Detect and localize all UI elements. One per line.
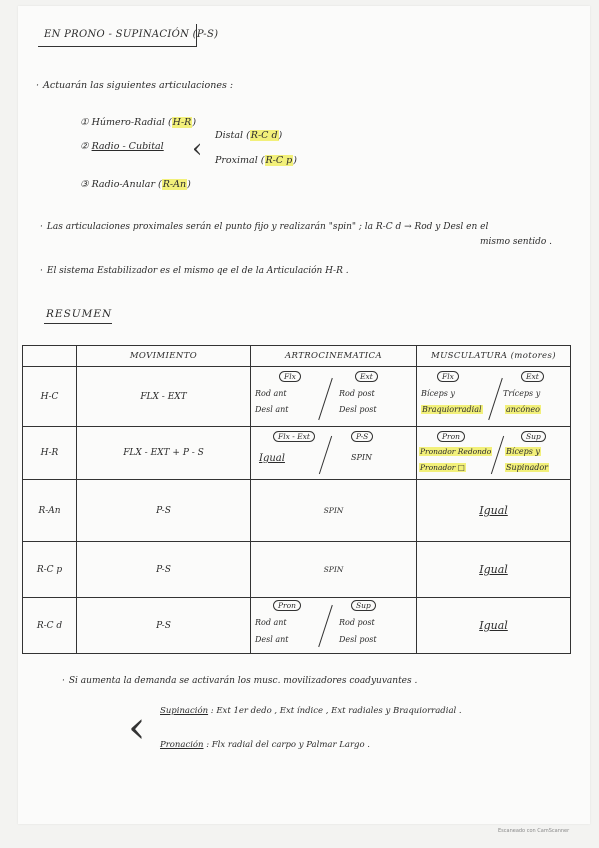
tag-flx: Flx [279,371,301,382]
table-row [23,598,571,654]
demand-note: · Si aumenta la demanda se activarán los musc. movilizadores coadyuvantes . [62,676,417,686]
divider-slash [488,378,503,420]
artro-right-1: Rod post [339,618,375,627]
musc-right-2: Supinador [506,463,548,472]
supinacion-text: : Ext 1er dedo , Ext índice , Ext radiales y Braquiorradial . [210,706,462,716]
joint-item-3: ③ Radio-Anular (R-An) [80,179,191,190]
row-movimiento: FLX - EXT [77,367,251,427]
musc-right-1: Tríceps y [503,389,541,398]
row-label: R-C d [23,598,77,654]
joint-item-1: ① Húmero-Radial (H-R) [80,117,197,128]
note-proximal-spin-cont: mismo sentido . [480,237,552,247]
joint-number: ① [80,117,89,128]
artro-right-2: Desl post [339,635,377,644]
musc-left-2: Pronador □ [420,463,465,472]
row-label: H-C [23,367,77,427]
musc-left-2: Braquiorradial [422,405,482,414]
row-label: R-C p [23,542,77,598]
row-musculatura: Igual [417,542,571,598]
row-artrocinematica: SPIN [251,480,417,542]
table-row [23,480,571,542]
supinacion-line [160,706,462,716]
supinacion-label: Supinación [160,706,209,716]
row-movimiento: P-S [77,480,251,542]
tag-sup: Sup [351,600,376,611]
artro-igual: Igual [259,453,285,464]
divider-slash [318,605,333,647]
row-musculatura [417,367,571,427]
brace-icon: ‹ [192,134,203,164]
row-movimiento: P-S [77,598,251,654]
page-title: EN PRONO - SUPINACIÓN (P-S) [44,29,219,40]
row-musculatura: Igual [417,480,571,542]
tag-p-s: P-S [351,431,373,442]
musc-right-2: ancóneo [506,405,540,414]
radio-cubital-distal: Distal (R-C d) [215,130,283,141]
note-stabilizer: · El sistema Estabilizador es el mismo qe el de la Articulación H-R . [40,266,349,276]
tag-pron: Pron [437,431,465,442]
tag-ext: Ext [355,371,378,382]
joint-number: ③ [80,179,89,190]
divider-slash [318,378,333,420]
joint-abbr: R-An [162,179,187,190]
divider-slash [491,436,504,474]
resumen-heading: RESUMEN [46,308,113,320]
artro-left-2: Desl ant [255,635,289,644]
joint-name: Radio-Anular [91,179,155,190]
pronacion-line [160,740,370,750]
resumen-underline [44,323,112,324]
table-header-movimiento: MOVIMIENTO [77,346,251,367]
joint-name: Radio - Cubital [91,141,164,152]
table-header-row [23,346,571,367]
note-proximal-spin: · Las articulaciones proximales serán el punto fijo y realizarán "spin" ; la R-C d → Rod y Desl en el [40,222,488,232]
table-header-artrocinematica: ARTROCINEMATICA [251,346,417,367]
tag-sup: Sup [521,431,546,442]
joint-item-2 [80,141,164,152]
tag-flx: Flx [437,371,459,382]
divider-slash [319,436,332,474]
row-label: R-An [23,480,77,542]
tag-pron: Pron [273,600,301,611]
summary-table [22,345,571,654]
row-movimiento: FLX - EXT + P - S [77,427,251,480]
musc-left-1: Pronador Redondo [420,447,492,456]
artro-right-1: Rod post [339,389,375,398]
row-musculatura [417,427,571,480]
brace-icon: ‹ [128,702,146,753]
intro-text: · Actuarán las siguientes articulaciones : [36,80,233,91]
artro-left-1: Rod ant [255,389,287,398]
row-label: H-R [23,427,77,480]
row-musculatura: Igual [417,598,571,654]
tag-flx-ext: Flx - Ext [273,431,315,442]
table-row [23,542,571,598]
scanner-watermark: Escaneado con CamScanner [498,828,570,834]
musc-right-1: Bíceps y [506,447,540,456]
row-movimiento: P-S [77,542,251,598]
joint-abbr: H-R [172,117,192,128]
row-artrocinematica [251,598,417,654]
joint-number: ② [80,141,89,152]
radio-cubital-proximal: Proximal (R-C p) [215,155,297,166]
row-artrocinematica [251,427,417,480]
table-row [23,427,571,480]
row-artrocinematica: SPIN [251,542,417,598]
pronacion-label: Pronación [160,740,204,750]
joint-name: Húmero-Radial [91,117,165,128]
musc-left-1: Bíceps y [421,389,455,398]
artro-spin: SPIN [351,453,373,462]
table-header-blank [23,346,77,367]
artro-left-2: Desl ant [255,405,289,414]
artro-left-1: Rod ant [255,618,287,627]
row-artrocinematica [251,367,417,427]
pronacion-text: : Flx radial del carpo y Palmar Largo . [206,740,370,750]
table-row [23,367,571,427]
artro-right-2: Desl post [339,405,377,414]
table-header-musculatura: MUSCULATURA (motores) [417,346,571,367]
tag-ext: Ext [521,371,544,382]
